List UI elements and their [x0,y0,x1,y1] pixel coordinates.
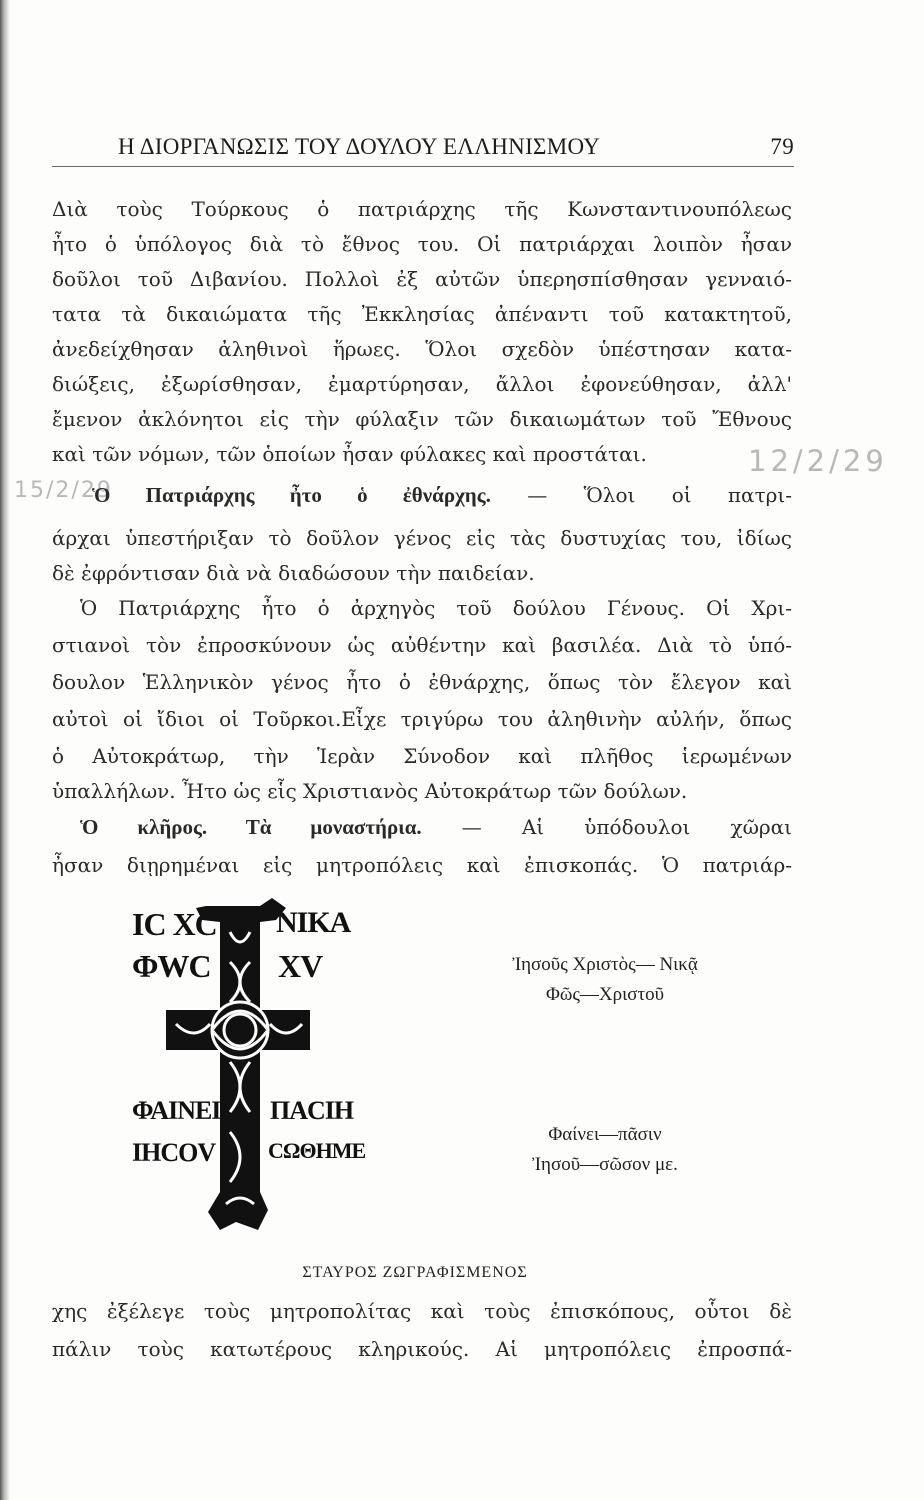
body-line: ἦτο ὁ ὑπόλογος διὰ τὸ ἔθνος του. Οἱ πατριάρχαι λοιπὸν ἦσαν [52,232,792,256]
body-line: ἀνεδείχθησαν ἀληθινοὶ ἥρωες. Ὅλοι σχεδὸν ὑπέστησαν κατα- [52,337,792,361]
gloss-line: Φαίνει—πᾶσιν [548,1124,662,1145]
section-heading-line [80,812,792,842]
running-header [118,128,794,160]
body-line: διώξεις, ἐξωρίσθησαν, ἐμαρτύρησαν, ἄλλοι ἐφονεύθησαν, ἀλλ' [52,372,792,396]
section-heading-patriarch: Ὁ Πατριάρχης ἦτο ὁ ἐθνάρχης. [92,483,491,507]
painted-cross-figure [110,892,370,1237]
body-line: ἦσαν διῃρημέναι εἰς μητροπόλεις καὶ ἐπισκοπάς. Ὁ πατριάρ- [52,853,792,877]
header-rule [52,166,794,167]
pencil-date-mark: 12/2/29 [748,444,888,478]
figure-gloss-bottom [470,1120,740,1180]
body-line: ὑπαλλήλων. Ἦτο ὡς εἷς Χριστιανὸς Αὐτοκράτωρ τῶν δούλων. [52,779,688,803]
section-heading-line [92,480,792,510]
paragraph-start-line: Ὁ Πατριάρχης ἦτο ὁ ἀρχηγὸς τοῦ δούλου Γένους. Οἱ Χρι- [80,596,792,620]
body-line: άρχαι ὑπεστήριξαν τὸ δοῦλον γένος εἰς τὰς δυστυχίας του, ἰδίως [52,526,792,550]
body-line: ὁ Αὐτοκράτωρ, τὴν Ἱερὰν Σύνοδον καὶ πλῆθος ἱερωμένων [52,744,792,768]
body-line: χης ἐξέλεγε τοὺς μητροπολίτας καὶ τοὺς ἐπισκόπους, οὗτοι δὲ [52,1299,792,1323]
gloss-line: Ἰησοῦς Χριστὸς— Νικᾷ [512,954,698,975]
body-line: δουλον Ἑλληνικὸν γένος ἦτο ὁ ἐθνάρχης, ὅπως τὸν ἔλεγον καὶ [52,670,792,694]
body-line: τατα τὰ δικαιώματα τῆς Ἐκκλησίας ἀπέναντι τοῦ κατακτητοῦ, [52,302,792,326]
cross-text-ic-xc: IC XC [132,906,217,942]
cross-illustration [110,892,370,1237]
section-heading-continuation: — Αἱ ὑπόδουλοι χῶραι [461,815,792,839]
body-line: δὲ ἐφρόντισαν διὰ νὰ διαδώσουν τὴν παιδείαν. [52,561,535,585]
cross-text-nika: NIKA [276,906,351,939]
gloss-line: Ἰησοῦ—σῶσον με. [532,1154,678,1175]
page-number: 79 [770,134,794,159]
cross-text-fainei: ΦΑΙΝΕΙ [132,1096,221,1125]
body-line: Διὰ τοὺς Τούρκους ὁ πατριάρχης τῆς Κωνσταντινουπόλεως [52,197,792,221]
body-line: δοῦλοι τοῦ Διβανίου. Πολλοὶ ἐξ αὐτῶν ὑπερησπίσθησαν γενναιό- [52,267,792,291]
body-line: καὶ τῶν νόμων, τῶν ὁποίων ἦσαν φύλακες καὶ προστάται. [52,442,647,466]
figure-caption: ΣΤΑΥΡΟΣ ΖΩΓΡΑΦΙΣΜΕΝΟΣ [302,1264,528,1281]
body-line: στιανοὶ τὸν ἐπροσκύνουν ὡς αὐθέντην καὶ βασιλέα. Διὰ τὸ ὑπό- [52,633,792,657]
cross-text-xv: XV [278,948,323,984]
running-title: Η ΔΙΟΡΓΑΝΩΣΙΣ ΤΟΥ ΔΟΥΛΟΥ ΕΛΛΗΝΙΣΜΟΥ [118,134,601,159]
section-heading-continuation: — Ὅλοι οἱ πατρι- [527,483,792,507]
cross-text-pasin: ΠΑCΙΗ [270,1096,354,1125]
body-line: πάλιν τοὺς κατωτέρους κληρικούς. Αἱ μητροπόλεις ἐπροσπά- [52,1337,792,1361]
section-heading-clergy: Ὁ κλῆρος. Τὰ μοναστήρια. [80,815,422,839]
pencil-date-mark-margin: 15/2/29 [14,478,113,503]
page-gutter-shadow [0,0,10,1500]
cross-text-fos: ΦWC [132,948,211,984]
cross-text-sosome: CΩΘΗΜΕ [268,1138,366,1163]
body-line: αὐτοὶ οἱ ἴδιοι οἱ Τοῦρκοι.Εἶχε τριγύρω του ἀληθινὴν αὐλήν, ὅπως [52,707,792,731]
cross-text-iisou: ΙΗCΟV [132,1138,216,1167]
gloss-line: Φῶς—Χριστοῦ [545,984,665,1005]
figure-gloss-top [470,950,740,1010]
body-line: ἔμενον ἀκλόνητοι εἰς τὴν φύλαξιν τῶν δικαιωμάτων τοῦ Ἔθνους [52,407,792,431]
